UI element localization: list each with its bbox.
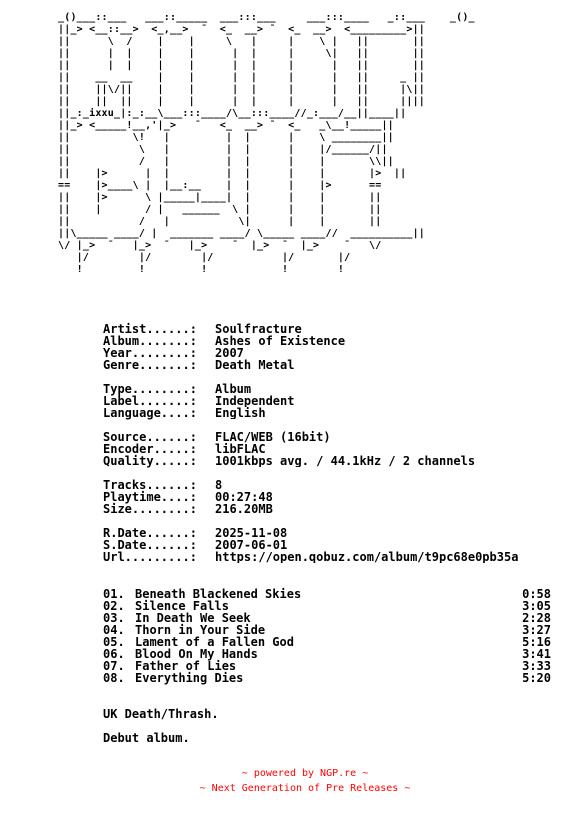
info-key: Genre.......: [103,358,197,372]
track-number: 04. [103,623,125,637]
info-key: Playtime....: [103,490,197,504]
info-row-size [103,503,563,515]
label-value: Independent [215,395,295,407]
info-key: Encoder.....: [103,442,197,456]
track-duration: 2:28 [522,611,551,625]
playtime-value: 00:27:48 [215,491,273,503]
notes-line-style: UK Death/Thrash. [103,707,219,721]
track-duration: 3:41 [522,647,551,661]
info-key: S.Date......: [103,538,197,552]
track-title: Everything Dies [135,671,244,685]
track-duration: 3:05 [522,599,551,613]
info-key: Source......: [103,430,197,444]
track-duration: 0:58 [522,587,551,601]
footer [0,766,576,796]
info-key: Year........: [103,346,197,360]
track-duration: 3:33 [522,659,551,673]
info-key: R.Date......: [103,526,197,540]
track-row [103,672,551,684]
tracklist [103,588,551,684]
track-title: Silence Falls [135,599,229,613]
track-duration: 5:20 [522,671,551,685]
release-date-value: 2025-11-08 [215,527,288,539]
info-key: Album.......: [103,334,197,348]
info-key: Url.........: [103,550,197,564]
track-number: 01. [103,587,125,601]
info-key: Tracks......: [103,478,197,492]
track-duration: 5:16 [522,635,551,649]
track-title: In Death We Seek [135,611,251,625]
track-title: Father of Lies [135,659,237,673]
url-value: https://open.qobuz.com/album/t9pc68e0pb35a [215,551,519,563]
encoder-value: libFLAC [215,443,266,455]
info-row-language [103,407,563,419]
track-number: 07. [103,659,125,673]
track-duration: 3:27 [522,623,551,637]
track-number: 05. [103,635,125,649]
size-value: 216.20MB [215,503,273,515]
release-info [103,323,563,563]
track-number: 02. [103,599,125,613]
track-title: Lament of a Fallen God [135,635,294,649]
info-row-genre [103,359,563,371]
info-key: Type........: [103,382,197,396]
info-key: Artist......: [103,322,197,336]
source-value: FLAC/WEB (16bit) [215,431,331,443]
type-value: Album [215,383,252,395]
info-key: Size........: [103,502,197,516]
track-number: 03. [103,611,125,625]
track-title: Beneath Blackened Skies [135,587,302,601]
info-key: Language....: [103,406,197,420]
info-key: Label.......: [103,394,197,408]
language-value: English [215,407,266,419]
year-value: 2007 [215,347,244,359]
artist-value: Soulfracture [215,323,302,335]
track-number: 06. [103,647,125,661]
track-title: Thorn in Your Side [135,623,266,637]
info-key: Quality.....: [103,454,197,468]
album-value: Ashes of Existence [215,335,346,347]
release-notes [103,708,219,744]
ascii-art-logo: _()___::___ ___::_____ ___:::___ ___:::____ _::___ _()_ ||_> <__::__> <_,__> ¯ <_ __> ¯ <_ __> <_________>|| || \ / | | \ | | \ | || || || | | | | | | | \| || || || | | | | | | | | || || || __ __ | | | | | | || _ || || ||\/|| | | | | | | || |\|| || || || | | | | | | || |||| ||_:_ixxu_|:_:__\___:::____/\__:::____//_:___/__||____|| ||_> <_____!__,'|_> ¯ <_ __> ¯ <_ _\__!_____|| || \! | | | | \ ________|| || \ | | | | |/______/|| || / | | | | | \\|| || |> | | | | | | |> || == |>____\ | |__:__ | | | |> == || |> \ |_____|____| | | | || || | / | ______ \ | | | || || / | \| | | || ||\_____ ____/ | _______ ____/ \_____ ____// __________|| \/ |_> ¯ |_> ¯ |_> ¯ |_> ¯ |_> ¯ \/ |/ |/ |/ |/ |/ ! ! ! ! ! [58,12,475,275]
tracks-value: 8 [215,479,223,491]
quality-value: 1001kbps avg. / 44.1kHz / 2 channels [215,455,476,467]
info-row-url [103,551,563,563]
track-number: 08. [103,671,125,685]
footer-tagline: ~ Next Generation of Pre Releases ~ [199,783,411,794]
track-title: Blood On My Hands [135,647,258,661]
notes-line-debut: Debut album. [103,731,190,745]
street-date-value: 2007-06-01 [215,539,288,551]
footer-powered-by: ~ powered by NGP.re ~ [241,768,369,779]
info-row-quality [103,455,563,467]
genre-value: Death Metal [215,359,295,371]
